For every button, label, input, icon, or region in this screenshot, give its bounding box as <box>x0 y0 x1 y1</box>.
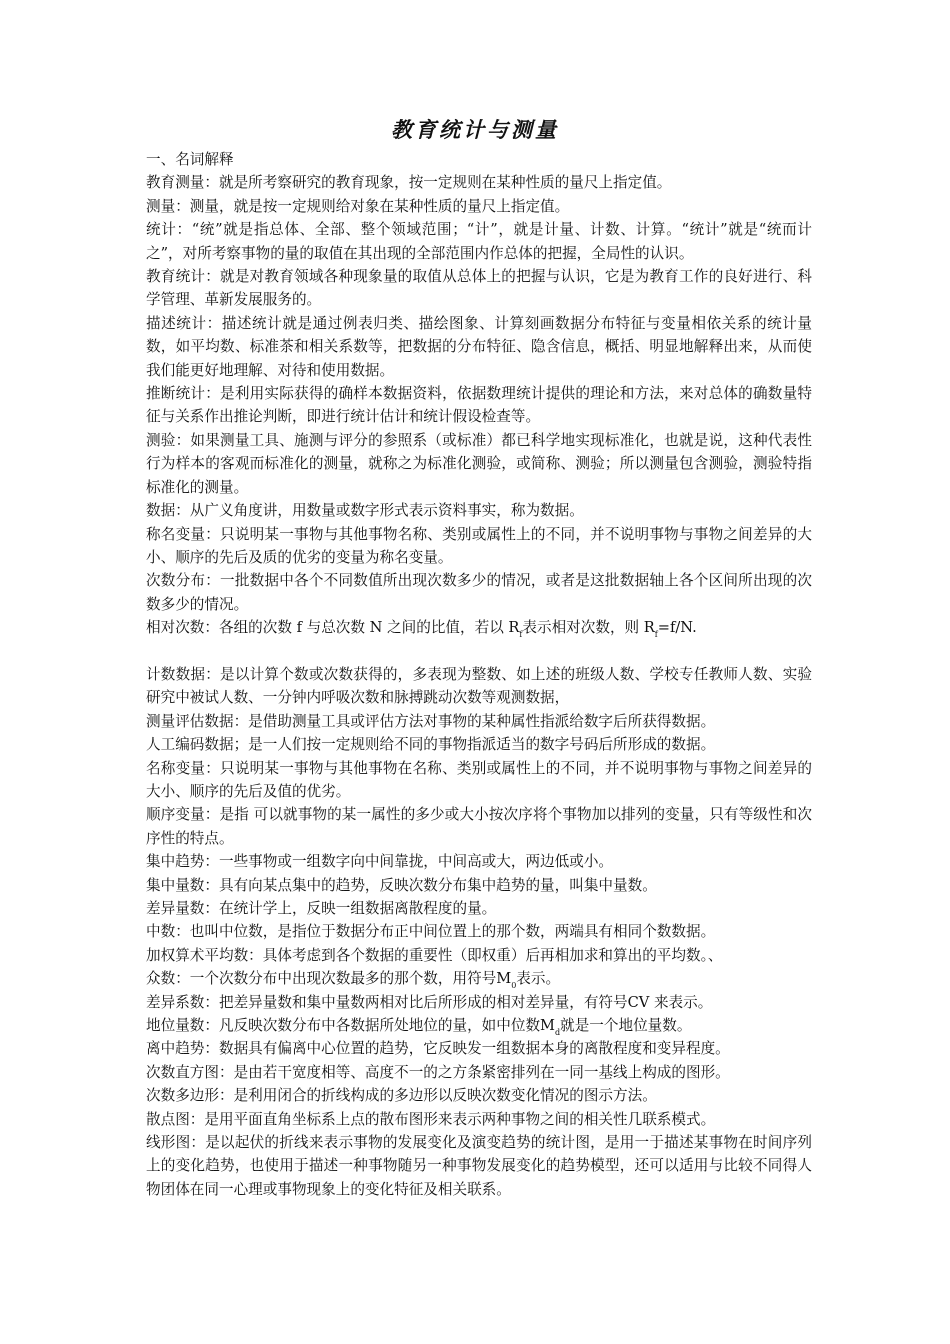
position-definition <box>146 1014 812 1037</box>
document-title: 教育统计与测量 <box>391 118 559 142</box>
definition-paragraph: 描述统计：描述统计就是通过例表归类、描绘图象、计算刻画数据分布特征与变量相依关系的统计量数，如平均数、标准茶和相关系数等，把数据的分布特征、隐含信息，概括、明显地解释出来，从而使我们能更好地理解、对待和使用数据。 <box>146 314 812 379</box>
subscript: 0 <box>511 981 517 991</box>
definition-paragraph: 中数：也叫中位数，是指位于数据分布正中间位置上的那个数，两端具有相同个数数据。 <box>146 923 716 941</box>
definition-paragraph: 统计：“统”就是指总体、全部、整个领域范围；“计”，就是计量、计数、计算。“统计”就是“统而计之”，对所考察事物的量的取值在其出现的全部范围内作总体的把握，全局性的认识。 <box>146 221 812 262</box>
cv-definition: 差异系数：把差异量数和集中量数两相对比后所形成的相对差异量，有符号CV 来表示。 <box>146 993 713 1011</box>
definition-paragraph: 次数多边形：是利用闭合的折线构成的多边形以反映次数变化情况的图示方法。 <box>146 1087 657 1105</box>
section-heading: 一、名词解释 <box>146 151 234 168</box>
definition-paragraph: 离中趋势：数据具有偏离中心位置的趋势，它反映发一组数据本身的离散程度和变异程度。 <box>146 1040 730 1058</box>
definition-paragraph: 称名变量：只说明某一事物与其他事物名称、类别或属性上的不同，并不说明事物与事物之间差异的大小、顺序的先后及质的优劣的变量为称名变量。 <box>146 525 812 566</box>
definition-paragraph: 线形图：是以起伏的折线来表示事物的发展变化及演变趋势的统计图，是用一于描述某事物在时间序列上的变化趋势，也使用于描述一种事物随另一种事物发展变化的趋势模型，还可以适用与比较不同得人物团体在同一心理或事物现象上的变化特征及相关联系。 <box>146 1134 812 1198</box>
subscript: f <box>654 630 658 640</box>
definition-paragraph: 数据：从广义角度讲，用数量或数字形式表示资料事实，称为数据。 <box>146 502 584 520</box>
definition-paragraph: 教育测量：就是所考察研究的教育现象，按一定规则在某种性质的量尺上指定值。 <box>146 174 672 192</box>
definition-paragraph: 测验：如果测量工具、施测与评分的参照系（或标准）都已科学地实现标准化，也就是说，这种代表性行为样本的客观而标准化的测量，就称之为标准化测验，或简称、测验；所以测量包含测验，测验特指标准化的测量。 <box>146 431 812 496</box>
definition-paragraph: 测量：测量，就是按一定规则给对象在某种性质的量尺上指定值。 <box>146 197 570 215</box>
definition-paragraph: 集中量数：具有向某点集中的趋势，反映次数分布集中趋势的量，叫集中量数。 <box>146 876 657 894</box>
definition-paragraph: 集中趋势：一些事物或一组数字向中间靠拢，中间高或大，两边低或小。 <box>146 853 614 871</box>
subscript: d <box>554 1028 561 1038</box>
definition-paragraph: 计数数据：是以计算个数或次数获得的，多表现为整数、如上述的班级人数、学校专任教师人数、实验研究中被试人数、一分钟内呼吸次数和脉搏跳动次数等观测数据， <box>146 665 812 707</box>
definition-paragraph: 加权算术平均数：具体考虑到各个数据的重要性（即权重）后再相加求和算出的平均数。、 <box>146 946 723 964</box>
definition-paragraph: 人工编码数据；是一人们按一定规则给不同的事物指派适当的数字号码后所形成的数据。 <box>146 736 716 754</box>
definition-paragraph: 推断统计：是利用实际获得的确样本数据资料，依据数理统计提供的理论和方法，来对总体的确数量特征与关系作出推论判断，即进行统计估计和统计假设检查等。 <box>146 385 812 426</box>
definition-paragraph: 名称变量：只说明某一事物与其他事物在名称、类别或属性上的不同，并不说明事物与事物之间差异的大小、顺序的先后及值的优劣。 <box>146 759 812 800</box>
blank-line <box>146 640 812 663</box>
definition-paragraph: 散点图：是用平面直角坐标系上点的散布图形来表示两种事物之间的相关性几联系模式。 <box>146 1110 716 1128</box>
definition-paragraph: 次数分布：一批数据中各个不同数值所出现次数多少的情况，或者是这批数据轴上各个区间所出现的次数多少的情况。 <box>146 572 812 613</box>
definition-paragraph: 教育统计：就是对教育领域各种现象量的取值从总体上的把握与认识，它是为教育工作的良好进行、科学管理、革新发展服务的。 <box>146 268 812 309</box>
relative-frequency-definition <box>146 616 812 639</box>
relative-frequency-text: 表示相对次数，则 R <box>522 619 655 637</box>
definition-paragraph: 次数直方图：是由若干宽度相等、高度不一的之方条紧密排列在一同一基线上构成的图形。 <box>146 1063 730 1081</box>
relative-frequency-text: 相对次数：各组的次数 f 与总次数 N 之间的比值，若以 R <box>146 619 520 637</box>
definition-paragraph: 差异量数：在统计学上，反映一组数据离散程度的量。 <box>146 899 497 917</box>
definition-paragraph: 顺序变量：是指 可以就事物的某一属性的多少或大小按次序将个事物加以排列的变量，只有等级性和次序性的特点。 <box>146 806 812 847</box>
definition-paragraph: 测量评估数据：是借助测量工具或评估方法对事物的某种属性指派给数字后所获得数据。 <box>146 712 716 730</box>
subscript: f <box>519 630 523 640</box>
position-text: 地位量数：凡反映次数分布中各数据所处地位的量，如中位数M <box>146 1017 555 1035</box>
mode-text: 众数：一个次数分布中出现次数最多的那个数，用符号M <box>146 970 512 988</box>
document-body <box>146 148 812 1201</box>
mode-definition <box>146 967 812 990</box>
relative-frequency-text: =f/N. <box>657 619 697 637</box>
position-text: 就是一个地位量数。 <box>560 1017 692 1035</box>
mode-text: 表示。 <box>516 970 561 988</box>
